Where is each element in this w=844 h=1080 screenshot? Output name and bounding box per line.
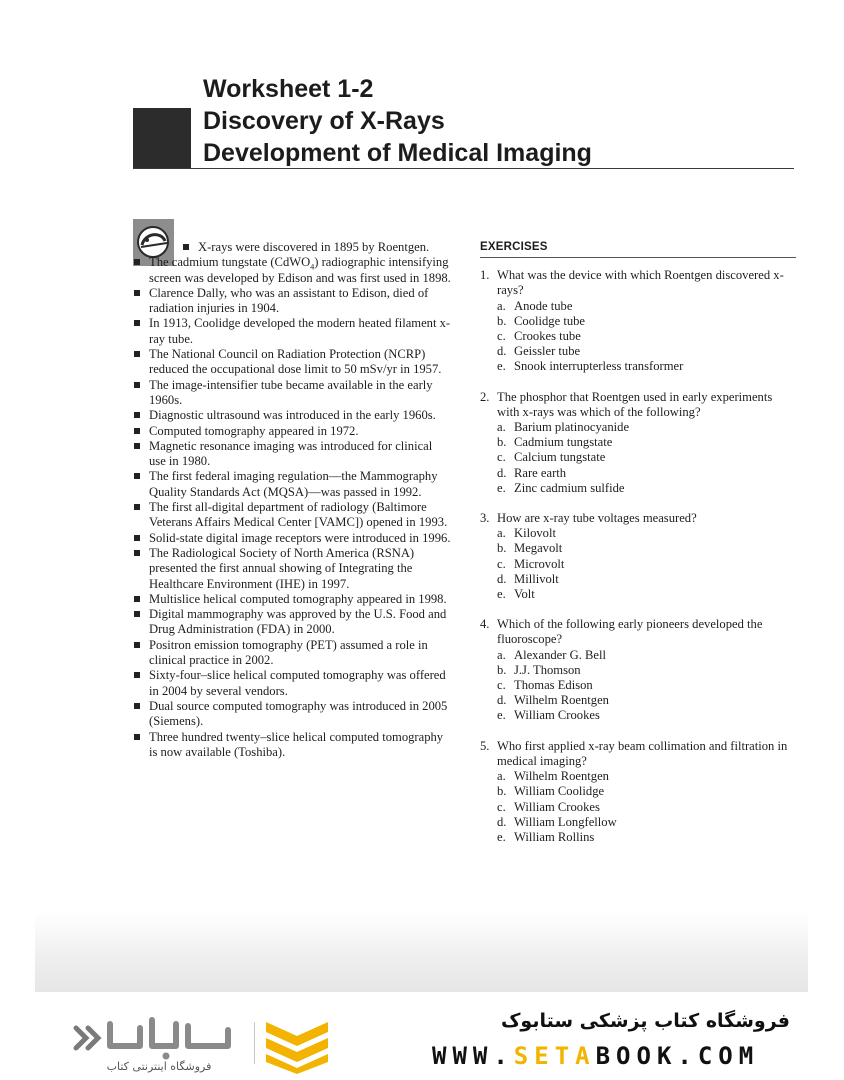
answer-option: [497, 344, 796, 359]
answer-option: [497, 572, 796, 587]
answer-option: [497, 420, 796, 435]
answer-option: [497, 678, 796, 693]
key-point-item: Clarence Dally, who was an assistant to Edison, died of radiation injuries in 1904.: [133, 286, 451, 317]
option-letter: d.: [497, 344, 507, 359]
option-letter: a.: [497, 526, 506, 541]
answer-option: [497, 466, 796, 481]
answer-options: [480, 648, 796, 724]
brand-subtitle: فروشگاه اینترنتی کتاب: [106, 1060, 212, 1073]
option-letter: a.: [497, 769, 506, 784]
option-text: J.J. Thomson: [514, 662, 581, 677]
brand-divider: [254, 1022, 255, 1064]
key-point-item: [133, 255, 451, 286]
question-5: [480, 739, 796, 845]
option-text: Rare earth: [514, 465, 567, 480]
option-letter: e.: [497, 480, 506, 495]
answer-options: [480, 420, 796, 496]
key-point-item: Magnetic resonance imaging was introduced for clinical use in 1980.: [133, 439, 451, 470]
option-text: Megavolt: [514, 541, 563, 556]
option-letter: d.: [497, 571, 507, 586]
answer-option: [497, 557, 796, 572]
answer-option: [497, 587, 796, 602]
question-3: [480, 511, 796, 602]
key-point-item: X-rays were discovered in 1895 by Roentgen.: [182, 240, 451, 255]
exercises-column: [480, 240, 796, 845]
title-line-2: Discovery of X-Rays: [203, 107, 445, 135]
option-letter: e.: [497, 359, 506, 374]
option-text: Calcium tungstate: [514, 450, 606, 465]
option-letter: b.: [497, 541, 507, 556]
answer-option: [497, 359, 796, 374]
key-point-text: ) radiographic intensifying screen was developed by Edison and was first used in 1898.: [149, 255, 451, 285]
answer-option: [497, 481, 796, 496]
key-point-text: The cadmium tungstate (CdWO: [149, 255, 311, 270]
answer-option: [497, 815, 796, 830]
option-letter: d.: [497, 693, 507, 708]
key-point-item: Sixty-four–slice helical computed tomography was offered in 2004 by several vendors.: [133, 668, 451, 699]
subscript: 4: [310, 262, 315, 272]
option-letter: e.: [497, 708, 506, 723]
option-letter: a.: [497, 420, 506, 435]
option-letter: a.: [497, 298, 506, 313]
url-prefix: WWW.: [432, 1042, 514, 1070]
answer-option: [497, 648, 796, 663]
question-text: Which of the following early pioneers developed the fluoroscope?: [497, 617, 763, 647]
option-text: Snook interrupterless transformer: [514, 359, 684, 374]
answer-option: [497, 435, 796, 450]
option-letter: b.: [497, 435, 507, 450]
footer-fade: [35, 912, 808, 992]
option-text: Alexander G. Bell: [514, 647, 606, 662]
option-text: Geissler tube: [514, 344, 581, 359]
option-text: Barium platinocyanide: [514, 420, 630, 435]
store-name: فروشگاه کتاب پزشکی ستابوک: [500, 1010, 790, 1032]
question-text: What was the device with which Roentgen discovered x-rays?: [497, 268, 784, 298]
title-divider: [133, 168, 794, 169]
option-text: Cadmium tungstate: [514, 435, 613, 450]
question-number: 2.: [480, 389, 490, 404]
website-url[interactable]: [432, 1042, 802, 1070]
answer-option: [497, 329, 796, 344]
key-point-item: Multislice helical computed tomography appeared in 1998.: [133, 592, 451, 607]
option-text: Anode tube: [514, 298, 573, 313]
key-point-item: The Radiological Society of North America (RSNA) presented the first annual showing of Integrating the Healthcare Environment (IHE) in 1997.: [133, 546, 451, 592]
key-points-list: [133, 240, 451, 760]
option-letter: c.: [497, 556, 506, 571]
option-letter: c.: [497, 450, 506, 465]
option-letter: b.: [497, 313, 507, 328]
option-text: Wilhelm Roentgen: [514, 693, 609, 708]
key-point-item: Three hundred twenty–slice helical computed tomography is now available (Toshiba).: [133, 730, 451, 761]
option-letter: a.: [497, 647, 506, 662]
option-text: Microvolt: [514, 556, 565, 571]
answer-option: [497, 800, 796, 815]
key-point-item: Solid-state digital image receptors were introduced in 1996.: [133, 531, 451, 546]
question-stem: [480, 617, 796, 647]
option-letter: c.: [497, 799, 506, 814]
question-number: 4.: [480, 617, 490, 632]
option-text: Zinc cadmium sulfide: [514, 480, 625, 495]
question-number: 3.: [480, 511, 490, 526]
option-letter: e.: [497, 587, 506, 602]
key-point-item: Dual source computed tomography was introduced in 2005 (Siemens).: [133, 699, 451, 730]
question-2: [480, 390, 796, 496]
answer-options: [480, 526, 796, 602]
answer-options: [480, 299, 796, 375]
question-stem: [480, 739, 796, 769]
option-text: Volt: [514, 587, 535, 602]
key-point-item: Diagnostic ultrasound was introduced in the early 1960s.: [133, 408, 451, 423]
option-text: Crookes tube: [514, 329, 581, 344]
setabook-logo[interactable]: [70, 1008, 240, 1068]
option-text: William Crookes: [514, 799, 600, 814]
option-letter: b.: [497, 662, 507, 677]
url-highlight: SETA: [513, 1042, 596, 1070]
header-dark-block: [133, 108, 191, 168]
answer-option: [497, 541, 796, 556]
key-point-item: The first all-digital department of radiology (Baltimore Veterans Affairs Medical Center [VAMC]) opened in 1993.: [133, 500, 451, 531]
answer-option: [497, 450, 796, 465]
answer-option: [497, 663, 796, 678]
option-letter: c.: [497, 329, 506, 344]
option-text: William Longfellow: [514, 814, 617, 829]
key-point-item: Positron emission tomography (PET) assumed a role in clinical practice in 2002.: [133, 638, 451, 669]
option-letter: b.: [497, 784, 507, 799]
question-stem: [480, 511, 796, 526]
option-text: William Rollins: [514, 829, 595, 844]
answer-option: [497, 526, 796, 541]
question-number: 1.: [480, 268, 490, 283]
answer-option: [497, 314, 796, 329]
answer-option: [497, 830, 796, 845]
option-text: Wilhelm Roentgen: [514, 769, 609, 784]
question-text: Who first applied x-ray beam collimation and filtration in medical imaging?: [497, 738, 788, 768]
key-point-item: Computed tomography appeared in 1972.: [133, 424, 451, 439]
option-letter: c.: [497, 678, 506, 693]
question-stem: [480, 268, 796, 298]
question-number: 5.: [480, 738, 490, 753]
key-points-column: [133, 240, 451, 760]
option-text: Coolidge tube: [514, 313, 586, 328]
url-suffix: BOOK.COM: [595, 1042, 760, 1070]
answer-option: [497, 784, 796, 799]
question-text: The phosphor that Roentgen used in early experiments with x-rays was which of the following?: [497, 389, 773, 419]
option-letter: d.: [497, 814, 507, 829]
question-1: [480, 268, 796, 374]
key-point-item: The National Council on Radiation Protection (NCRP) reduced the occupational dose limit to 50 mSv/yr in 1957.: [133, 347, 451, 378]
title-line-1: Worksheet 1-2: [203, 75, 374, 103]
option-text: William Coolidge: [514, 784, 605, 799]
key-point-item: Digital mammography was approved by the U.S. Food and Drug Administration (FDA) in 2000.: [133, 607, 451, 638]
option-text: Kilovolt: [514, 526, 556, 541]
title-line-3: Development of Medical Imaging: [203, 139, 592, 167]
option-text: William Crookes: [514, 708, 600, 723]
answer-option: [497, 693, 796, 708]
key-point-item: The image-intensifier tube became available in the early 1960s.: [133, 378, 451, 409]
key-point-item: The first federal imaging regulation—the Mammography Quality Standards Act (MQSA)—was passed in 1992.: [133, 469, 451, 500]
page-title: [203, 73, 592, 169]
answer-option: [497, 708, 796, 723]
option-letter: e.: [497, 829, 506, 844]
answer-options: [480, 769, 796, 845]
question-4: [480, 617, 796, 723]
answer-option: [497, 769, 796, 784]
key-point-item: In 1913, Coolidge developed the modern heated filament x-ray tube.: [133, 316, 451, 347]
question-stem: [480, 390, 796, 420]
option-letter: d.: [497, 465, 507, 480]
answer-option: [497, 299, 796, 314]
book-stack-icon: [262, 1018, 332, 1074]
option-text: Thomas Edison: [514, 678, 593, 693]
exercises-heading: EXERCISES: [480, 240, 796, 258]
option-text: Millivolt: [514, 571, 559, 586]
question-text: How are x-ray tube voltages measured?: [497, 511, 697, 526]
